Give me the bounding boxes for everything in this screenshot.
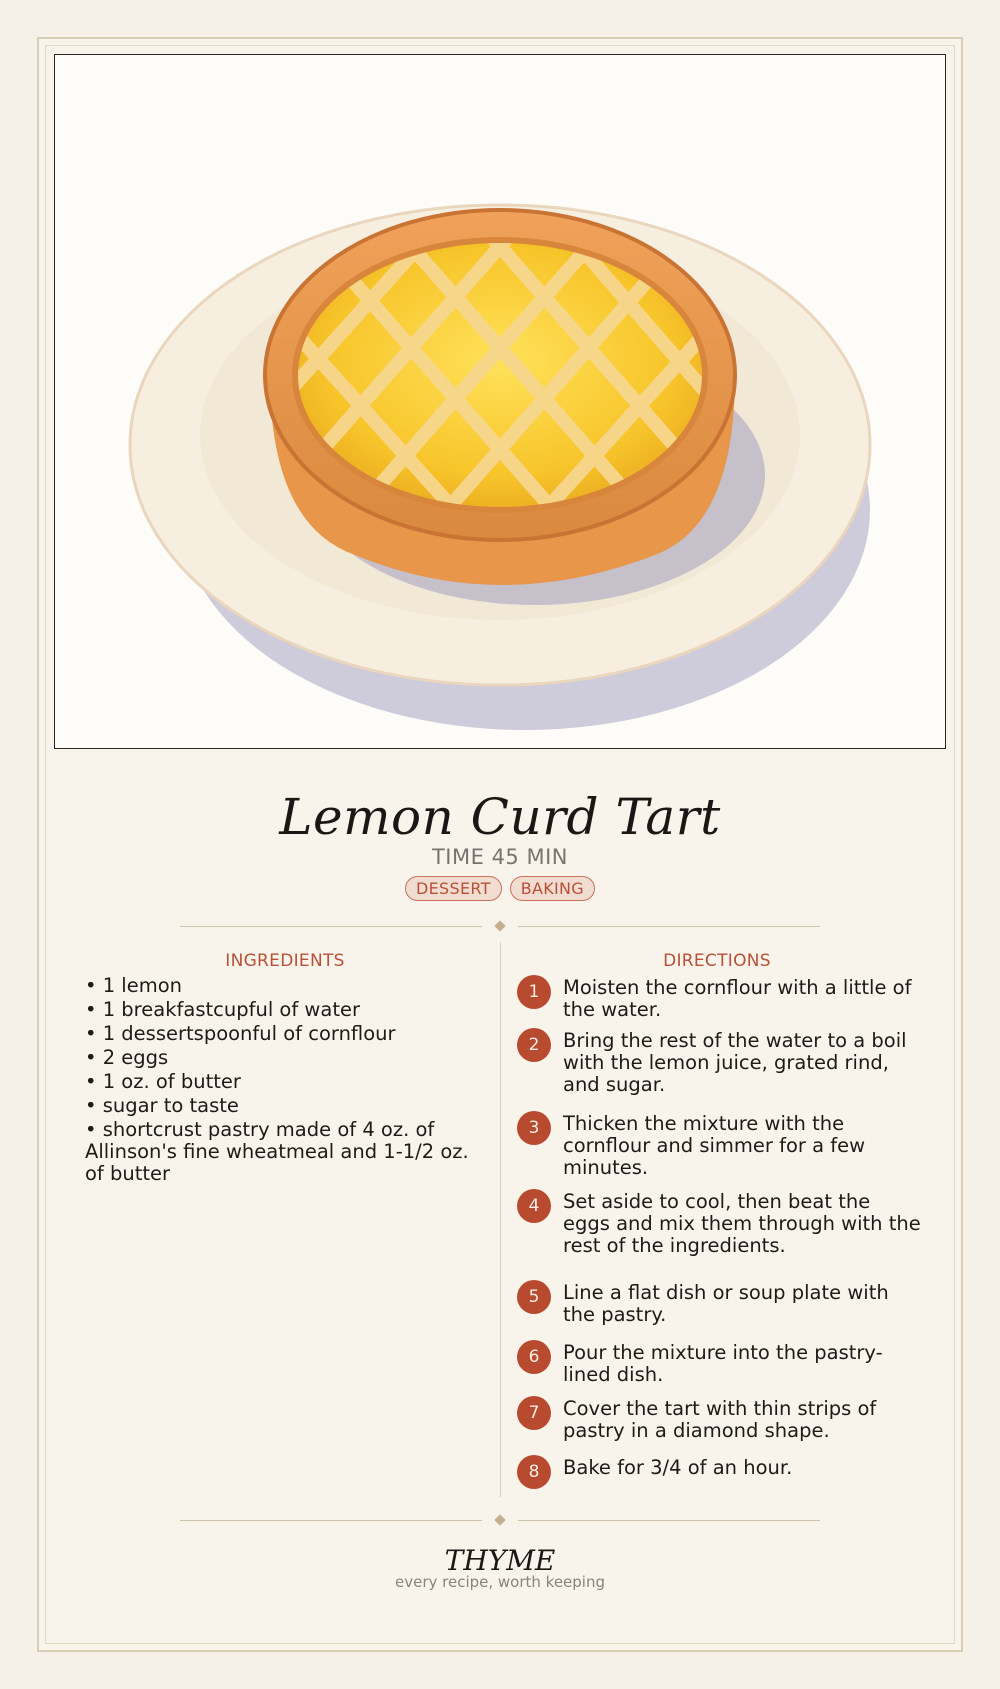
- step-text: Cover the tart with thin strips of pastry in a diamond shape.: [563, 1397, 877, 1442]
- step-number-badge: 7: [517, 1396, 551, 1430]
- directions-heading: DIRECTIONS: [663, 951, 771, 971]
- divider-top-right: [518, 926, 820, 927]
- step-number-badge: 2: [517, 1028, 551, 1062]
- divider-top-left: [180, 926, 482, 927]
- step-text: Set aside to cool, then beat the eggs and mix them through with the rest of the ingredients.: [563, 1190, 921, 1257]
- ingredient-item: • 1 breakfastcupful of water: [85, 998, 360, 1021]
- column-divider: [500, 942, 501, 1497]
- step-number-badge: 4: [517, 1189, 551, 1223]
- recipe-time: TIME 45 MIN: [431, 845, 568, 869]
- step-text: Line a flat dish or soup plate with the pastry.: [563, 1281, 889, 1326]
- step-text: Thicken the mixture with the cornflour and simmer for a few minutes.: [563, 1112, 866, 1179]
- ingredient-item: • 1 lemon: [85, 974, 183, 997]
- step-text: Bring the rest of the water to a boil with the lemon juice, grated rind, and sugar.: [563, 1029, 907, 1096]
- ingredient-item: • sugar to taste: [85, 1094, 239, 1117]
- tag-baking[interactable]: BAKING: [510, 876, 595, 901]
- brand-tagline: every recipe, worth keeping: [394, 1573, 605, 1591]
- divider-bottom-left: [180, 1520, 482, 1521]
- ingredient-item: • 1 dessertspoonful of cornflour: [85, 1022, 396, 1045]
- brand-logo-text: THYME: [444, 1544, 556, 1577]
- ingredient-item: • 2 eggs: [85, 1046, 169, 1069]
- tag-list: [0, 876, 1000, 901]
- ingredients-heading: INGREDIENTS: [225, 951, 345, 971]
- ingredient-item: • shortcrust pastry made of 4 oz. of Allinson's fine wheatmeal and 1-1/2 oz. of butter: [85, 1118, 469, 1185]
- ingredients-list: [85, 975, 485, 1187]
- step-number-badge: 5: [517, 1280, 551, 1314]
- step-text: Moisten the cornflour with a little of the water.: [563, 976, 912, 1021]
- step-number-badge: 1: [517, 975, 551, 1009]
- step-number-badge: 6: [517, 1340, 551, 1374]
- ingredient-item: • 1 oz. of butter: [85, 1070, 241, 1093]
- tag-dessert[interactable]: DESSERT: [405, 876, 502, 901]
- recipe-image: [54, 54, 946, 749]
- step-number-badge: 8: [517, 1455, 551, 1489]
- step-number-badge: 3: [517, 1111, 551, 1145]
- step-text: Bake for 3/4 of an hour.: [563, 1456, 793, 1479]
- recipe-title: Lemon Curd Tart: [279, 788, 721, 846]
- step-text: Pour the mixture into the pastry-lined dish.: [563, 1341, 883, 1386]
- divider-bottom-right: [518, 1520, 820, 1521]
